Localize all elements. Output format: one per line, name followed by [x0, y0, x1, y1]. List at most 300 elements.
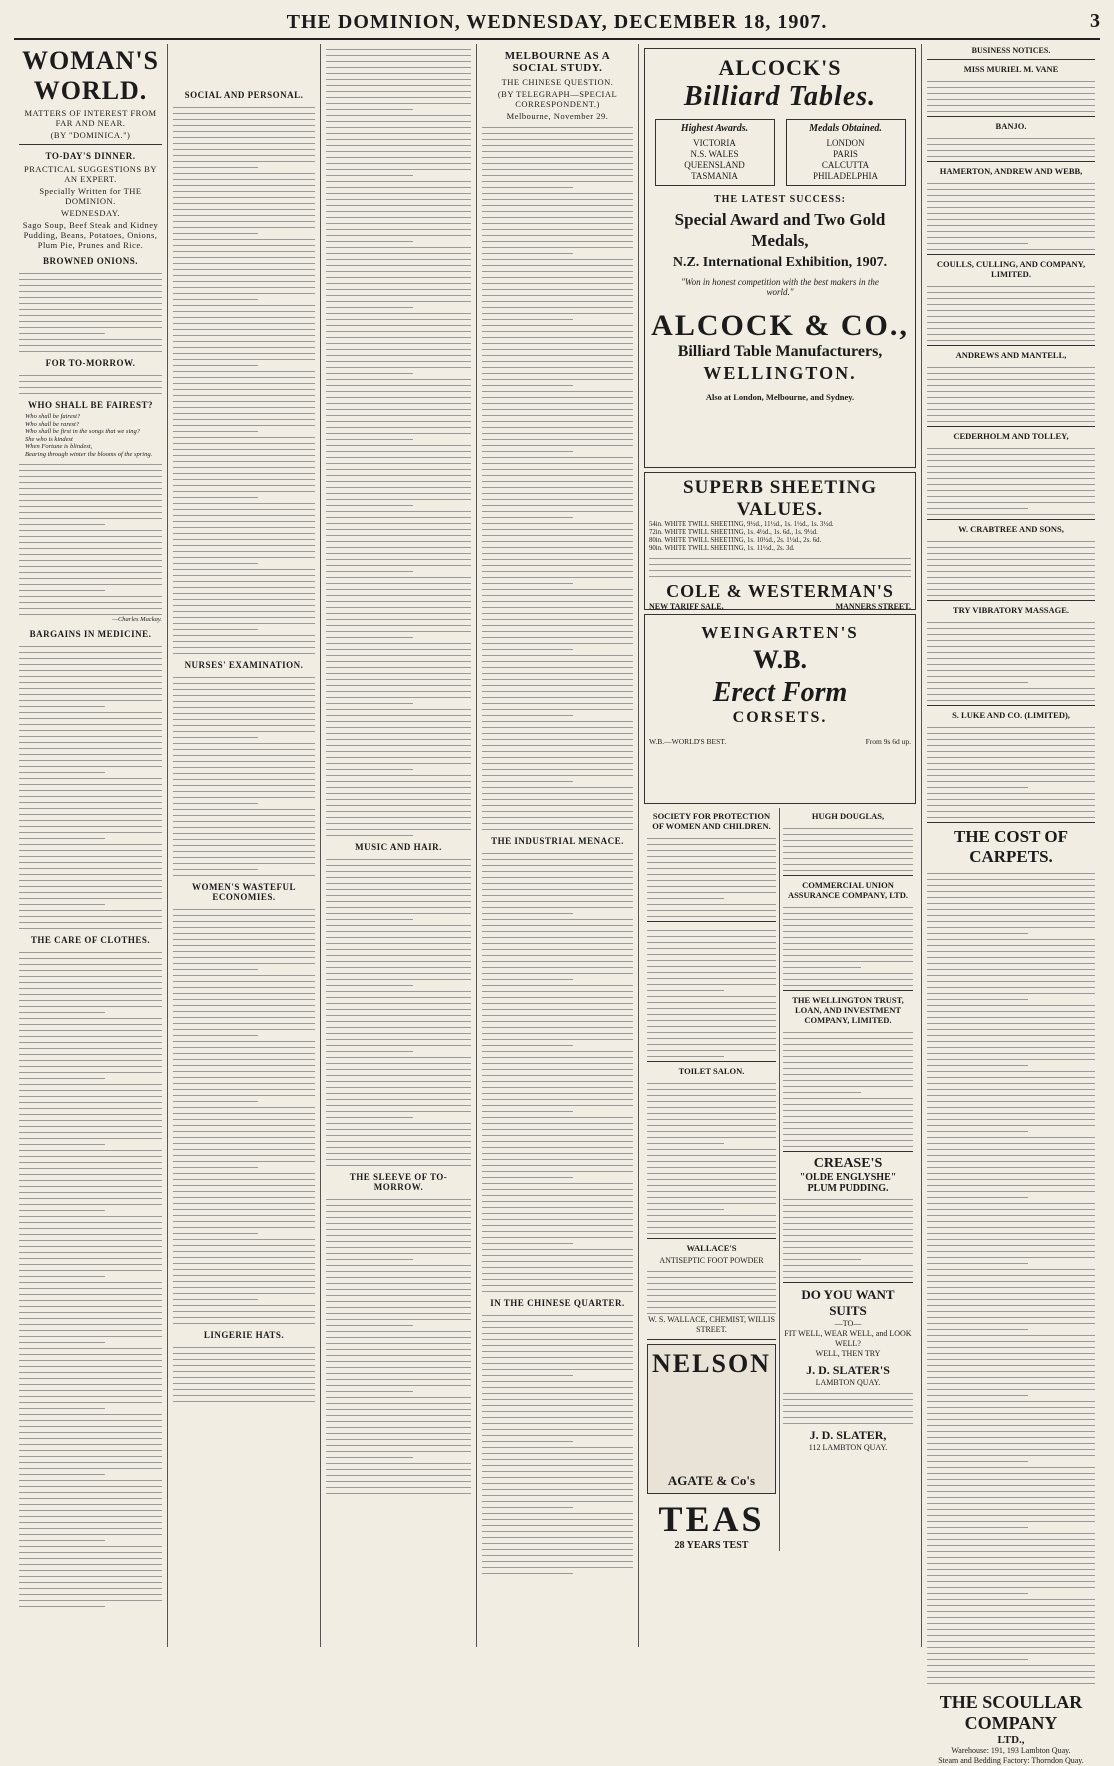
text-line	[19, 526, 162, 531]
text-line	[927, 1277, 1095, 1282]
text-line	[173, 721, 315, 726]
text-line	[326, 201, 471, 206]
fine-print	[326, 855, 471, 1166]
text-line	[173, 1343, 315, 1348]
text-line	[326, 273, 471, 278]
text-line	[19, 804, 162, 809]
text-line	[647, 1115, 776, 1120]
text-line	[19, 1440, 162, 1445]
text-line	[173, 1013, 315, 1018]
text-line	[482, 987, 633, 992]
text-line	[326, 675, 471, 680]
text-line	[927, 1013, 1095, 1018]
text-line	[19, 1554, 162, 1559]
text-line	[927, 573, 1095, 578]
text-line	[326, 681, 471, 686]
text-line	[19, 1182, 162, 1187]
text-line	[19, 329, 105, 334]
text-line	[326, 1231, 471, 1236]
text-line	[927, 486, 1095, 491]
text-line	[783, 975, 913, 980]
text-line	[173, 271, 315, 276]
text-line	[647, 1297, 776, 1302]
text-line	[19, 642, 162, 647]
text-line	[927, 1511, 1095, 1516]
text-line	[927, 543, 1095, 548]
text-line	[927, 1217, 1095, 1222]
text-line	[482, 945, 633, 950]
text-line	[649, 566, 911, 571]
text-line	[783, 1130, 913, 1135]
text-line	[647, 1004, 776, 1009]
text-line	[482, 1173, 573, 1178]
text-line	[927, 209, 1095, 214]
text-line	[19, 1008, 105, 1013]
text-line	[173, 439, 315, 444]
alcock-product: Billiard Tables.	[683, 81, 877, 112]
text-line	[19, 1092, 162, 1097]
text-line	[173, 1229, 258, 1234]
text-line	[927, 83, 1095, 88]
text-line	[326, 465, 471, 470]
text-line	[482, 1119, 633, 1124]
text-line	[482, 747, 633, 752]
text-line	[173, 769, 315, 774]
text-line	[326, 927, 471, 932]
text-line	[19, 798, 162, 803]
text-line	[326, 513, 471, 518]
text-line	[927, 684, 1095, 689]
text-line	[326, 687, 471, 692]
text-line	[326, 87, 471, 92]
text-line	[482, 489, 633, 494]
column-melbourne	[477, 44, 639, 1647]
text-line	[482, 1179, 633, 1184]
text-line	[19, 840, 162, 845]
text-line	[19, 580, 162, 585]
text-line	[173, 217, 315, 222]
text-line	[482, 351, 633, 356]
text-line	[326, 1011, 471, 1016]
text-line	[19, 792, 162, 797]
text-line	[173, 1187, 315, 1192]
text-line	[927, 1349, 1095, 1354]
text-line	[173, 205, 315, 210]
text-line	[19, 1416, 162, 1421]
text-line	[173, 553, 315, 558]
text-line	[326, 159, 471, 164]
text-line	[927, 630, 1095, 635]
text-line	[326, 987, 471, 992]
text-line	[482, 225, 633, 230]
text-line	[19, 1146, 162, 1151]
text-line	[326, 351, 471, 356]
text-line	[173, 1181, 315, 1186]
text-line	[19, 1164, 162, 1169]
text-line	[482, 1533, 633, 1538]
text-line	[326, 219, 471, 224]
text-line	[326, 339, 471, 344]
text-line	[326, 753, 471, 758]
text-line	[19, 347, 162, 352]
text-line	[19, 666, 162, 671]
text-line	[326, 1101, 471, 1106]
text-line	[173, 1379, 315, 1384]
text-line	[326, 189, 471, 194]
text-line	[927, 369, 1095, 374]
text-line	[326, 1225, 471, 1230]
text-line	[326, 861, 471, 866]
text-line	[326, 1297, 471, 1302]
text-line	[927, 1253, 1095, 1258]
text-line	[927, 747, 1095, 752]
industrial-heading: THE INDUSTRIAL MENACE.	[491, 836, 624, 846]
text-line	[482, 1317, 633, 1322]
text-line	[326, 1423, 471, 1428]
text-line	[927, 1421, 1095, 1426]
text-line	[927, 318, 1095, 323]
text-line	[173, 355, 315, 360]
text-line	[173, 583, 315, 588]
text-line	[927, 288, 1095, 293]
text-line	[482, 1149, 633, 1154]
text-line	[19, 299, 162, 304]
text-line	[482, 555, 633, 560]
text-line	[173, 307, 315, 312]
text-line	[482, 975, 573, 980]
text-line	[647, 1303, 776, 1308]
text-line	[326, 453, 471, 458]
text-line	[19, 972, 162, 977]
text-line	[326, 1083, 471, 1088]
text-line	[173, 983, 315, 988]
text-line	[482, 1221, 633, 1226]
text-line	[482, 435, 633, 440]
bargains-heading: BARGAINS IN MEDICINE.	[29, 629, 152, 640]
text-line	[783, 1389, 913, 1394]
text-line	[173, 941, 315, 946]
text-line	[482, 549, 633, 554]
text-line	[326, 693, 471, 698]
text-line	[927, 911, 1095, 916]
text-line	[927, 654, 1095, 659]
text-line	[927, 233, 1095, 238]
text-line	[326, 963, 471, 968]
text-line	[19, 714, 162, 719]
text-line	[173, 259, 315, 264]
text-line	[173, 989, 315, 994]
text-line	[482, 519, 633, 524]
text-line	[173, 145, 315, 150]
text-line	[482, 1005, 633, 1010]
text-line	[19, 1404, 105, 1409]
text-line	[173, 181, 315, 186]
text-line	[482, 867, 633, 872]
text-line	[19, 870, 162, 875]
text-line	[19, 906, 162, 911]
text-line	[173, 953, 315, 958]
text-line	[927, 1283, 1095, 1288]
text-line	[19, 1308, 162, 1313]
text-line	[19, 538, 162, 543]
text-line	[482, 333, 633, 338]
text-line	[19, 858, 162, 863]
text-line	[482, 939, 633, 944]
text-line	[326, 1113, 413, 1118]
text-line	[173, 349, 315, 354]
text-line	[173, 865, 258, 870]
text-line	[482, 423, 633, 428]
text-line	[927, 468, 1095, 473]
text-line	[783, 1046, 913, 1051]
text-line	[649, 560, 911, 565]
poem-author: —Charles Mackay.	[112, 615, 162, 623]
text-line	[927, 537, 1095, 542]
text-line	[173, 1121, 315, 1126]
text-line	[927, 1361, 1095, 1366]
text-line	[326, 609, 471, 614]
text-line	[326, 921, 471, 926]
text-line	[173, 763, 315, 768]
text-line	[927, 282, 1095, 287]
text-line	[173, 385, 315, 390]
text-line	[326, 969, 471, 974]
text-line	[173, 283, 315, 288]
text-line	[326, 663, 471, 668]
text-line	[783, 1407, 913, 1412]
text-line	[927, 1085, 1095, 1090]
text-line	[482, 537, 633, 542]
text-line	[927, 1319, 1095, 1324]
text-line	[173, 649, 315, 654]
text-line	[482, 1209, 633, 1214]
text-line	[927, 1259, 1028, 1264]
text-line	[173, 235, 315, 240]
text-line	[326, 813, 471, 818]
text-line	[173, 325, 315, 330]
text-line	[19, 371, 162, 376]
text-line	[326, 525, 471, 530]
text-line	[927, 1553, 1095, 1558]
text-line	[19, 1056, 162, 1061]
text-line	[326, 405, 471, 410]
text-line	[326, 537, 471, 542]
text-line	[19, 900, 105, 905]
text-line	[326, 1035, 471, 1040]
text-line	[927, 642, 1095, 647]
text-line	[326, 279, 471, 284]
text-line	[173, 625, 258, 630]
text-line	[326, 117, 471, 122]
text-line	[326, 81, 471, 86]
text-line	[326, 789, 471, 794]
text-line	[173, 811, 315, 816]
text-line	[927, 567, 1095, 572]
text-line	[482, 1203, 633, 1208]
text-line	[927, 789, 1095, 794]
text-line	[326, 237, 413, 242]
text-line	[173, 745, 315, 750]
alcock-manufacturers: Billiard Table Manufacturers,	[677, 343, 883, 360]
text-line	[326, 1393, 471, 1398]
text-line	[647, 870, 776, 875]
text-line	[927, 1463, 1095, 1468]
text-line	[19, 984, 162, 989]
text-line	[173, 1355, 315, 1360]
text-line	[927, 1139, 1095, 1144]
text-line	[647, 1109, 776, 1114]
text-line	[927, 492, 1095, 497]
text-line	[927, 1373, 1095, 1378]
text-line	[173, 757, 315, 762]
text-line	[19, 1380, 162, 1385]
text-line	[482, 753, 633, 758]
text-line	[647, 906, 776, 911]
text-line	[173, 1115, 315, 1120]
text-line	[927, 696, 1095, 701]
text-line	[927, 312, 1095, 317]
text-line	[482, 1491, 633, 1496]
text-line	[173, 541, 315, 546]
text-line	[927, 771, 1095, 776]
text-line	[482, 141, 633, 146]
text-line	[927, 1577, 1095, 1582]
fine-print	[326, 1195, 471, 1494]
text-line	[927, 1019, 1095, 1024]
text-line	[19, 1464, 162, 1469]
text-line	[326, 333, 471, 338]
care-clothes-heading: THE CARE OF CLOTHES.	[30, 935, 151, 946]
text-line	[647, 1139, 724, 1144]
text-line	[19, 1566, 162, 1571]
text-line	[326, 903, 471, 908]
text-line	[927, 1181, 1095, 1186]
text-line	[173, 169, 315, 174]
text-line	[927, 1313, 1095, 1318]
text-line	[19, 1344, 162, 1349]
text-line	[326, 111, 471, 116]
text-line	[19, 1518, 162, 1523]
text-line	[19, 702, 105, 707]
text-line	[482, 1347, 633, 1352]
text-line	[927, 185, 1095, 190]
text-line	[783, 1106, 913, 1111]
text-line	[326, 1149, 471, 1154]
text-line	[19, 996, 162, 1001]
text-line	[19, 1152, 162, 1157]
text-line	[326, 1405, 471, 1410]
text-line	[19, 756, 162, 761]
text-line	[482, 1023, 633, 1028]
text-line	[19, 1260, 162, 1265]
text-line	[482, 903, 633, 908]
text-line	[927, 1331, 1095, 1336]
text-line	[482, 1443, 633, 1448]
text-line	[927, 456, 1095, 461]
text-line	[326, 1131, 471, 1136]
text-line	[326, 1369, 471, 1374]
text-line	[783, 1064, 913, 1069]
text-line	[19, 287, 162, 292]
text-line	[647, 1040, 776, 1045]
text-line	[482, 927, 633, 932]
text-line	[482, 399, 633, 404]
text-line	[482, 981, 633, 986]
text-line	[927, 330, 1095, 335]
text-line	[173, 691, 315, 696]
text-line	[326, 729, 471, 734]
text-line	[326, 705, 471, 710]
text-line	[482, 759, 633, 764]
text-line	[783, 1249, 913, 1254]
text-line	[647, 1187, 776, 1192]
text-line	[19, 1602, 105, 1607]
text-line	[326, 1321, 413, 1326]
text-line	[19, 1110, 162, 1115]
text-line	[19, 1536, 105, 1541]
ads-subcolumns	[644, 808, 916, 1551]
text-line	[326, 1315, 471, 1320]
text-line	[927, 1235, 1095, 1240]
text-line	[173, 1367, 315, 1372]
text-line	[19, 1596, 162, 1601]
fine-print	[19, 269, 162, 352]
text-line	[19, 592, 162, 597]
text-line	[783, 1395, 913, 1400]
text-line	[783, 1100, 913, 1105]
text-line	[326, 243, 471, 248]
text-line	[173, 175, 315, 180]
text-line	[326, 135, 471, 140]
text-line	[927, 1403, 1095, 1408]
text-line	[647, 1309, 776, 1314]
text-line	[173, 971, 315, 976]
text-line	[173, 799, 258, 804]
text-line	[19, 882, 162, 887]
text-line	[482, 921, 633, 926]
fine-print	[783, 903, 913, 986]
text-line	[326, 1399, 471, 1404]
text-line	[927, 375, 1095, 380]
text-line	[19, 496, 162, 501]
text-line	[927, 1157, 1095, 1162]
text-line	[927, 1007, 1095, 1012]
text-line	[927, 660, 1095, 665]
text-line	[326, 531, 471, 536]
text-line	[927, 971, 1095, 976]
text-line	[326, 489, 471, 494]
text-line	[326, 483, 471, 488]
text-line	[326, 1447, 471, 1452]
text-line	[482, 897, 633, 902]
text-line	[482, 1323, 633, 1328]
text-line	[927, 1265, 1095, 1270]
text-line	[783, 1028, 913, 1033]
text-line	[647, 1223, 776, 1228]
text-line	[927, 191, 1095, 196]
text-line	[927, 1001, 1095, 1006]
text-line	[482, 477, 633, 482]
text-line	[19, 550, 162, 555]
text-line	[326, 543, 471, 548]
text-line	[173, 739, 315, 744]
text-line	[326, 51, 471, 56]
text-line	[927, 1115, 1095, 1120]
text-line	[783, 1070, 913, 1075]
text-line	[326, 1249, 471, 1254]
text-line	[19, 1500, 162, 1505]
text-line	[482, 291, 633, 296]
